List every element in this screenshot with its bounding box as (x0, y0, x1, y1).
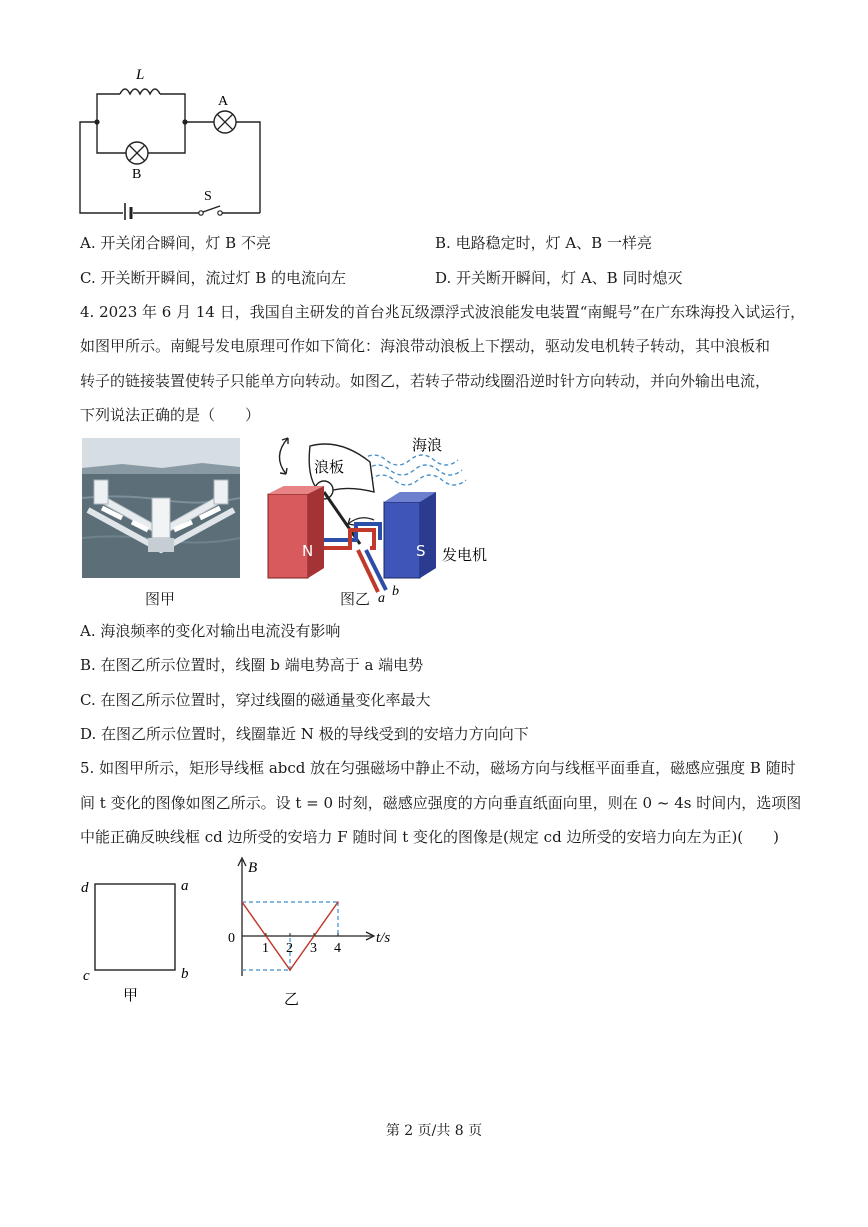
label-b: b (392, 584, 399, 599)
x-tick-label: 4 (334, 941, 341, 956)
q3-option-c (80, 268, 346, 288)
x-axis-label: t/s (376, 930, 391, 946)
option-key: D. (435, 269, 452, 287)
q4-stem-line-2: 如图甲所示。南鲲号发电原理可作如下简化：海浪带动浪板上下摆动，驱动发电机转子转动，其中浪板和 (80, 337, 771, 355)
figure-yi-label: 乙 (284, 990, 300, 1008)
b-t-graph (222, 852, 412, 1012)
switch-symbol (199, 211, 222, 215)
q3-option-b (435, 233, 652, 253)
label-A: A (218, 94, 229, 109)
option-text: 电路稳定时，灯 A、B 一样亮 (455, 234, 652, 252)
q3-option-a (80, 233, 271, 253)
coil (324, 524, 386, 592)
label-S-pole: S (416, 542, 426, 560)
q5-stem-line-1: 5. 如图甲所示，矩形导线框 abcd 放在匀强磁场中静止不动，磁场方向与线框平面垂直，磁感应强度 B 随时 (80, 759, 796, 777)
data-point (337, 901, 339, 903)
x-tick-label: 2 (286, 941, 293, 956)
lamp-a-symbol (214, 111, 236, 133)
q4-stem-line-1: 4. 2023 年 6 月 14 日，我国自主研发的首台兆瓦级漂浮式波浪能发电装置“南鲲号”在广东珠海投入试运行， (80, 303, 806, 321)
figure-jia-label: 甲 (123, 986, 139, 1004)
label-a: a (378, 591, 385, 606)
label-langban: 浪板 (314, 458, 345, 476)
q5-stem-line-2: 间 t 变化的图像如图乙所示。设 t = 0 时刻，磁感应强度的方向垂直纸面向里，则在 0 ~ 4s 时间内，选项图 (80, 794, 802, 812)
page-footer: 第 2 页/共 8 页 (385, 1123, 483, 1139)
data-point (289, 969, 291, 971)
label-N: N (302, 542, 314, 560)
lamp-b-symbol (126, 142, 148, 164)
origin-label: 0 (228, 931, 235, 946)
q4-option-a: A. 海浪频率的变化对输出电流没有影响 (80, 622, 341, 640)
corner-b: b (181, 966, 189, 982)
label-L: L (136, 67, 145, 83)
x-tick-label: 3 (310, 941, 317, 956)
option-key: A. (80, 234, 96, 252)
label-B: B (132, 167, 142, 182)
magnet-s (384, 492, 436, 578)
figure-jia-caption: 图甲 (145, 590, 176, 608)
q5-stem-line-3: 中能正确反映线框 cd 边所受的安培力 F 随时间 t 变化的图像是(规定 cd 边所受的安培力向左为正)( ) (80, 828, 779, 846)
option-key: C. (80, 269, 96, 287)
q4-option-d: D. 在图乙所示位置时，线圈靠近 N 极的导线受到的安培力方向向下 (80, 725, 529, 743)
battery-symbol (125, 203, 131, 220)
corner-c: c (83, 968, 90, 984)
label-hailang: 海浪 (412, 436, 443, 454)
q3-option-d (435, 268, 682, 288)
option-text: 开关断开瞬间，灯 A、B 同时熄灭 (456, 269, 683, 287)
magnet-n (268, 486, 324, 578)
corner-a: a (181, 878, 189, 894)
label-fadianji: 发电机 (442, 546, 488, 564)
x-tick-label: 1 (262, 941, 269, 956)
q4-stem-line-4: 下列说法正确的是（ ） (80, 406, 261, 424)
label-S: S (204, 189, 212, 204)
figure-yi-caption: 图乙 (340, 590, 371, 608)
wire-frame (95, 884, 175, 970)
option-key: B. (435, 234, 451, 252)
wave-lines (362, 455, 466, 485)
wave-energy-platform-photo (82, 438, 240, 578)
q4-stem-line-3: 转子的链接装置使转子只能单方向转动。如图乙，若转子带动线圈沿逆时针方向转动，并向外输出电流， (80, 372, 771, 390)
option-text: 开关闭合瞬间，灯 B 不亮 (100, 234, 271, 252)
generator-diagram (262, 432, 502, 607)
data-point (241, 901, 243, 903)
corner-d: d (81, 880, 89, 896)
option-text: 开关断开瞬间，流过灯 B 的电流向左 (100, 269, 347, 287)
y-axis-label: B (248, 860, 258, 876)
frame-abcd-figure (75, 870, 205, 1010)
q4-option-c: C. 在图乙所示位置时，穿过线圈的磁通量变化率最大 (80, 691, 431, 709)
q4-option-b: B. 在图乙所示位置时，线圈 b 端电势高于 a 端电势 (80, 656, 424, 674)
circuit-diagram (70, 60, 270, 220)
